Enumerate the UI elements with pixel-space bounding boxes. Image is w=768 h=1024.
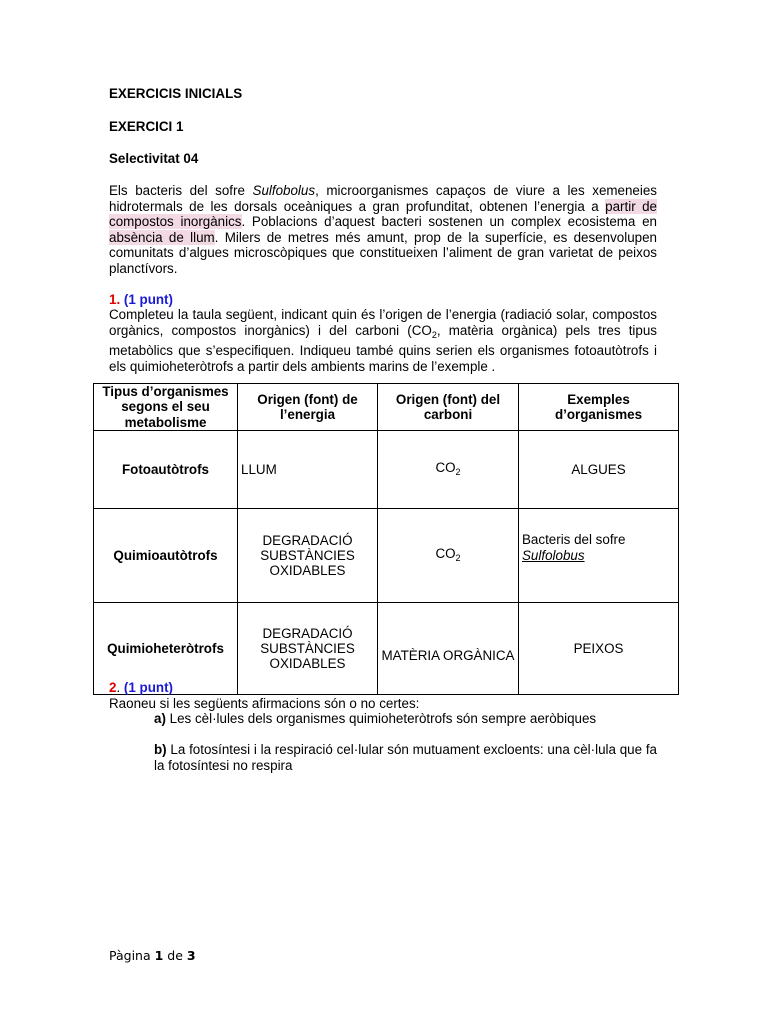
cell-type: Fotoautòtrofs [94,431,238,509]
intro-text-1: Els bacteris del sofre [109,183,253,198]
intro-text-4: . Milers de metres més amunt, prop de la superfície, es desenvolupen comunitats d’algues microscòpiques que constitueixen l’aliment de gran varietat de peixos planctívors. [109,229,657,276]
page-heading: EXERCICIS INICIALS [109,86,243,101]
question-2-label [109,680,657,696]
cell-carbon [378,509,519,603]
intro-text-3: . Poblacions d’aquest bacteri sostenen un complex ecosistema en [241,214,657,230]
statement-b-text: La fotosíntesi i la respiració cel·lular són mutuament excloents: una cèl·lula que fa la fotosíntesi no respira [154,742,657,773]
highlight-inorganic: partir de compostos inorgànics [109,198,658,230]
q1-subscript: 2 [431,329,437,340]
example-species: Sulfolobus [522,547,585,563]
table-row [94,431,679,509]
footer-current-page: 1 [154,948,164,963]
highlight-no-light: absència de llum [109,229,215,245]
carbon-text: MATÈRIA ORGÀNICA [381,648,515,664]
header-carbon-source: Origen (font) del carboni [378,384,519,431]
footer-total-pages: 3 [186,948,196,963]
table-row [94,509,679,603]
metabolism-table [93,383,679,695]
example-text: Bacteris del sofre [522,532,626,548]
cell-example: PEIXOS [519,603,679,695]
cell-energy: LLUM [238,431,378,509]
question-2-intro: Raoneu si les següents afirmacions són o no certes: [109,696,420,711]
exam-source: Selectivitat 04 [109,151,199,166]
header-examples: Exemples d’organismes [519,384,679,431]
footer-prefix: Pàgina [109,948,155,963]
statement-b-label: b) [154,742,167,757]
carbon-subscript: 2 [455,552,461,563]
cell-energy: DEGRADACIÓ SUBSTÀNCIES OXIDABLES [238,603,378,695]
intro-paragraph [109,183,657,277]
carbon-text: CO [435,459,456,475]
q2-number: 2 [109,680,117,695]
q1-text-b: , matèria orgànica) pels tres tipus metabòlics que s’especifiquen. Indiqueu també quins serien els organismes fotoautòtrofs i els quimioheteròtrofs a partir dels ambients marins de l’exemple . [109,322,657,374]
q1-points: (1 punt) [120,292,173,307]
statement-a-text: Les cèl·lules dels organismes quimioheteròtrofs són sempre aeròbiques [165,711,597,726]
page-footer [109,948,196,963]
header-energy-source: Origen (font) de l’energia [238,384,378,431]
statement-a-label: a) [154,711,166,726]
question-1-text [109,307,657,374]
carbon-subscript: 2 [455,466,461,477]
cell-carbon [378,431,519,509]
footer-middle: de [163,948,187,963]
statement-b [154,742,657,773]
header-organism-type: Tipus d’organismes segons el seu metabolisme [94,384,238,431]
cell-example [519,509,679,603]
exercise-title: EXERCICI 1 [109,119,184,134]
q2-dot: . [116,680,121,695]
question-1-label [109,292,657,308]
carbon-text: CO [435,545,456,561]
intro-text-2: , microorganismes capaços de viure a les xemeneies hidrotermals de les dorsals oceàniques a gran profunditat, obtenen l’energia a [109,183,658,214]
statement-a [154,711,657,727]
q2-points: (1 punt) [120,680,173,695]
table-header-row [94,384,679,431]
cell-type: Quimioheteròtrofs [94,603,238,695]
cell-example: ALGUES [519,431,679,509]
species-name: Sulfobolus [252,183,316,198]
q1-text-a: Completeu la taula següent, indicant quin és l’origen de l’energia (radiació solar, compostos orgànics, compostos inorgànics) i del carboni (CO [109,307,657,338]
cell-type: Quimioautòtrofs [94,509,238,603]
cell-energy: DEGRADACIÓ SUBSTÀNCIES OXIDABLES [238,509,378,603]
q1-number: 1. [109,292,121,307]
